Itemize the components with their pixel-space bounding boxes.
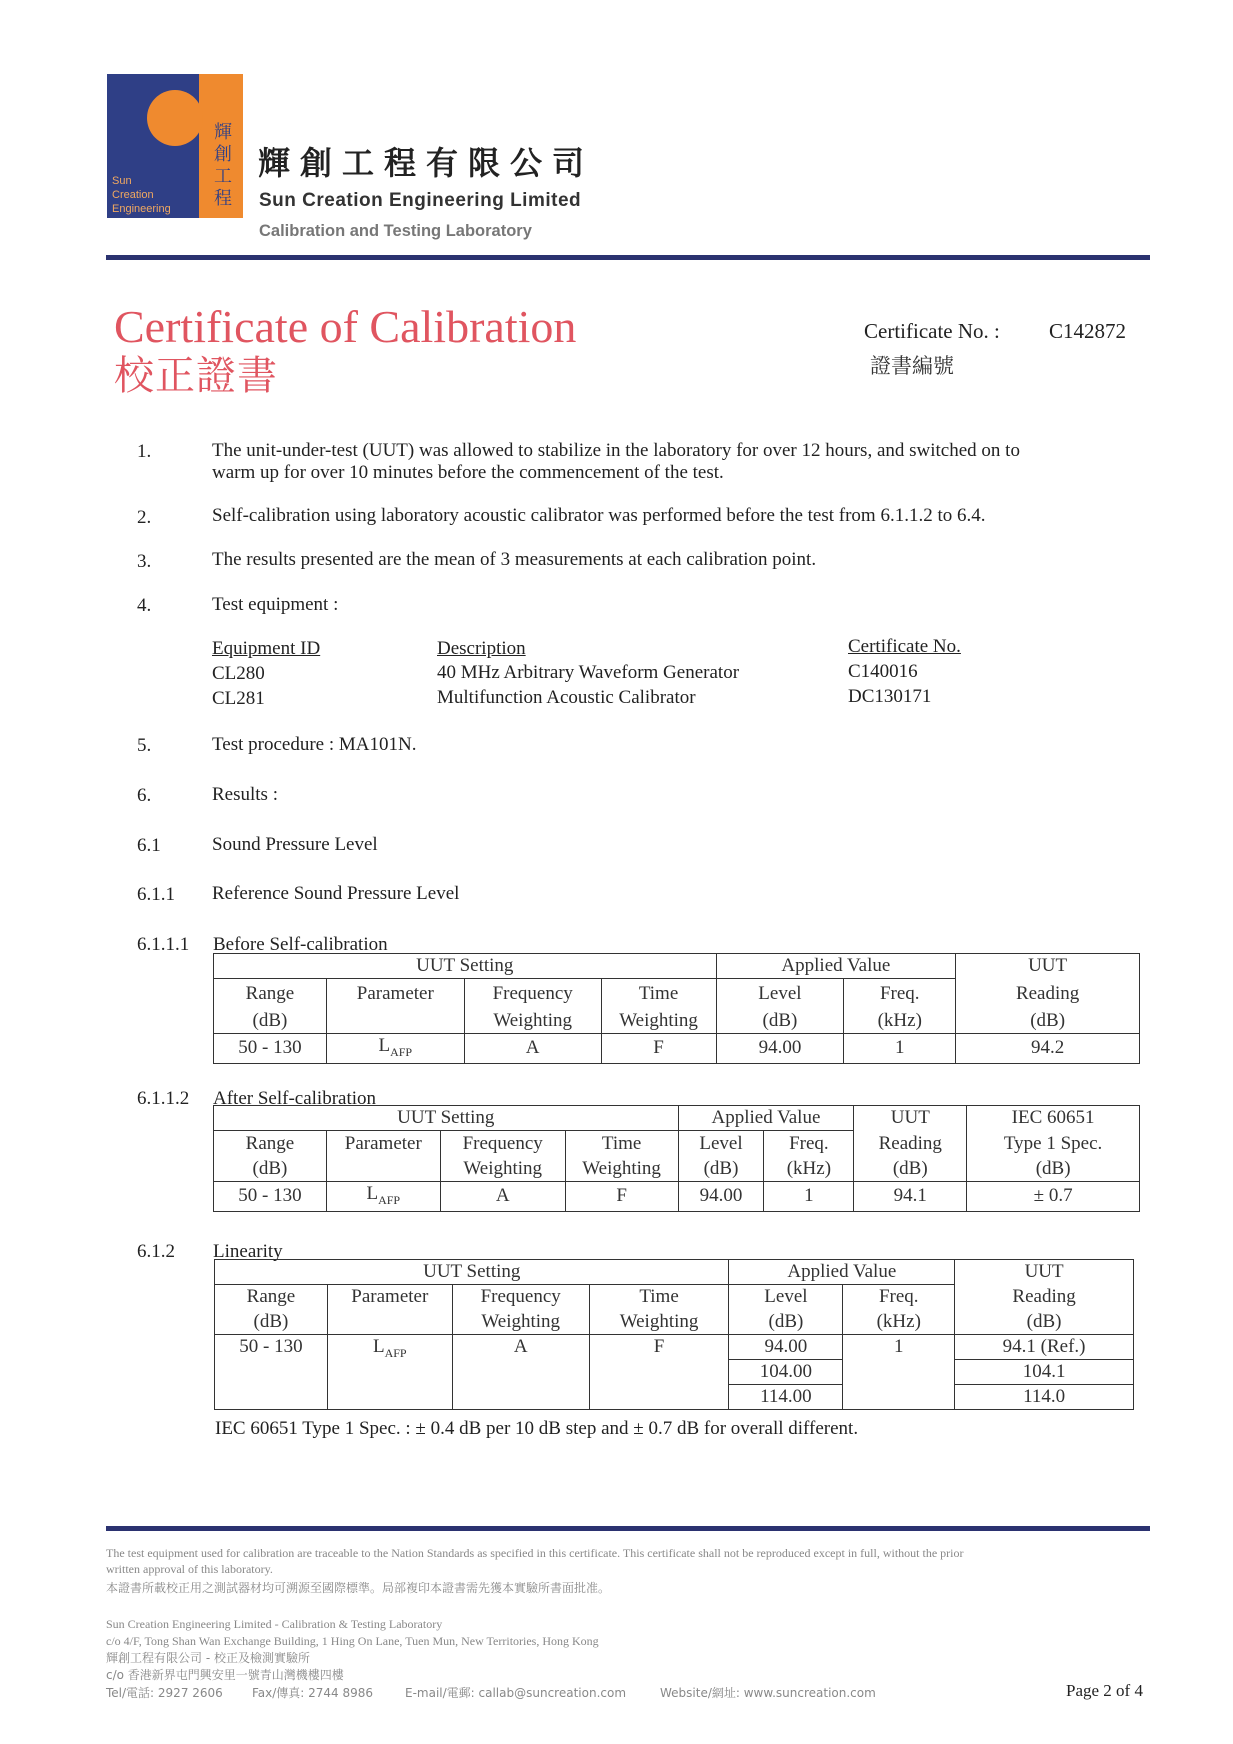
item-number: 5. [137,735,152,756]
footer-address-line: 輝創工程有限公司 - 校正及檢測實驗所 [106,1651,310,1665]
time-header: Time [601,979,716,1009]
unit-db: (dB) [854,1157,967,1182]
item-number: 2. [137,507,152,528]
parameter-value [326,1033,464,1064]
range-header: Range [214,979,327,1009]
weighting-header: Weighting [589,1310,729,1335]
empty-cell [326,1009,464,1034]
logo-char: 創 [214,144,232,165]
cert-no-label: Certificate No. : [864,319,1000,343]
unit-db: (dB) [729,1310,843,1335]
freq-header: Freq. [843,1285,955,1310]
parameter-symbol: L [372,1335,385,1357]
section-number: 6.1.1.2 [137,1088,190,1109]
level-value: 104.00 [729,1359,843,1384]
reading-value: 114.0 [955,1384,1134,1409]
footer-address-line: c/o 香港新界屯門興安里一號青山灣機樓四樓 [106,1668,344,1682]
frequency-header: Frequency [440,1131,565,1157]
footer-email: E-mail/電郵: callab@suncreation.com [405,1686,627,1700]
equipment-id: CL280 [212,663,265,684]
spec-note: IEC 60651 Type 1 Spec. : ± 0.4 dB per 10 dB step and ± 0.7 dB for overall different. [215,1418,859,1439]
unit-db: (dB) [678,1157,764,1182]
unit-db: (dB) [716,1009,844,1034]
empty-cell [326,1157,440,1182]
before-self-calibration-table [213,953,1140,1064]
item-text: Test procedure : MA101N. [212,734,417,755]
item-text: Results : [212,784,278,805]
unit-khz: (kHz) [844,1009,956,1034]
company-name-cn: 輝創工程有限公司 [258,144,595,182]
time-weighting-value: F [565,1181,678,1212]
cert-no-label-cn: 證書編號 [870,354,954,378]
lab-name: Calibration and Testing Laboratory [259,222,532,240]
section-number: 6.1.2 [137,1241,175,1262]
parameter-header: Parameter [327,1285,452,1310]
logo-text-en [112,174,171,216]
certificate-title-cn: 校正證書 [114,353,278,399]
logo-char: 程 [214,188,232,209]
level-value: 114.00 [729,1384,843,1409]
equipment-description: Multifunction Acoustic Calibrator [437,687,696,708]
type1-spec-header: Type 1 Spec. [967,1131,1140,1157]
logo-word: Engineering [112,203,171,215]
parameter-symbol: L [366,1182,379,1204]
parameter-header: Parameter [326,1131,440,1157]
item-text: warm up for over 10 minutes before the commencement of the test. [212,462,724,483]
footer-approval: written approval of this laboratory. [106,1562,273,1576]
frequency-weighting-value: A [452,1334,589,1409]
item-text: The results presented are the mean of 3 measurements at each calibration point. [212,549,817,570]
range-value: 50 - 130 [214,1181,327,1212]
parameter-value [327,1334,452,1409]
uut-header: UUT [956,954,1140,979]
footer-website: Website/網址: www.suncreation.com [660,1686,876,1700]
unit-db: (dB) [956,1009,1140,1034]
parameter-subscript: AFP [384,1345,407,1360]
equipment-id: CL281 [212,688,265,709]
logo-word: Creation [112,189,154,201]
iec-header: IEC 60651 [967,1106,1140,1131]
frequency-header: Frequency [464,979,601,1009]
reading-header: Reading [955,1285,1134,1310]
footer-address-line: c/o 4/F, Tong Shan Wan Exchange Building, 1 Hing On Lane, Tuen Mun, New Territories, Hong Kong [106,1634,599,1648]
footer-traceability-cn: 本證書所載校正用之測試器材均可溯源至國際標準。局部複印本證書需先獲本實驗所書面批准。 [106,1581,611,1595]
level-header: Level [716,979,844,1009]
unit-khz: (kHz) [843,1310,955,1335]
section-number: 6.1 [137,835,161,856]
level-value: 94.00 [678,1181,764,1212]
applied-value-header: Applied Value [678,1106,854,1131]
page-number: Page 2 of 4 [1066,1681,1143,1700]
level-value: 94.00 [729,1334,843,1359]
reading-header: Reading [956,979,1140,1009]
frequency-header: Frequency [452,1285,589,1310]
section-title: Before Self-calibration [213,934,388,955]
reading-value: 104.1 [955,1359,1134,1384]
freq-value: 1 [843,1334,955,1409]
range-value: 50 - 130 [215,1334,328,1409]
equipment-cert-no: C140016 [848,661,918,682]
frequency-weighting-value: A [464,1033,601,1064]
after-self-calibration-table [213,1105,1140,1212]
item-number: 1. [137,441,152,462]
spec-value: ± 0.7 [967,1181,1140,1212]
time-header: Time [565,1131,678,1157]
logo-char: 輝 [214,122,232,143]
section-number: 6.1.1 [137,884,175,905]
freq-value: 1 [844,1033,956,1064]
weighting-header: Weighting [464,1009,601,1034]
unit-db: (dB) [967,1157,1140,1182]
item-text: Test equipment : [212,594,339,615]
company-logo [107,74,243,218]
linearity-table [214,1259,1134,1410]
unit-db: (dB) [215,1310,328,1335]
company-name-en: Sun Creation Engineering Limited [259,190,582,211]
reading-value: 94.2 [956,1033,1140,1064]
cert-no-value: C142872 [1049,319,1127,343]
section-title: Sound Pressure Level [212,834,378,855]
freq-value: 1 [764,1181,854,1212]
uut-setting-header: UUT Setting [214,1106,679,1131]
range-header: Range [215,1285,328,1310]
uut-setting-header: UUT Setting [215,1260,729,1285]
header-divider [106,255,1150,260]
time-header: Time [589,1285,729,1310]
item-text: Self-calibration using laboratory acoustic calibrator was performed before the test from 6.1.1.2 to 6.4. [212,505,986,526]
item-number: 3. [137,551,152,572]
section-number: 6.1.1.1 [137,934,190,955]
weighting-header: Weighting [565,1157,678,1182]
unit-khz: (kHz) [764,1157,854,1182]
reading-value: 94.1 [854,1181,967,1212]
section-title: Reference Sound Pressure Level [212,883,460,904]
equipment-header: Equipment ID [212,638,321,659]
reading-value: 94.1 (Ref.) [955,1334,1134,1359]
footer-address-line: Sun Creation Engineering Limited - Calibration & Testing Laboratory [106,1617,443,1631]
uut-header: UUT [854,1106,967,1131]
uut-setting-header: UUT Setting [214,954,717,979]
equipment-header: Certificate No. [848,636,961,657]
equipment-header: Description [437,638,526,659]
unit-db: (dB) [214,1009,327,1034]
logo-text-cn [210,122,236,210]
equipment-description: 40 MHz Arbitrary Waveform Generator [437,662,740,683]
parameter-symbol: L [378,1034,391,1056]
parameter-subscript: AFP [378,1192,401,1207]
certificate-title: Certificate of Calibration [114,301,577,352]
section-title: Linearity [213,1241,283,1262]
item-number: 6. [137,785,152,806]
weighting-header: Weighting [440,1157,565,1182]
applied-value-header: Applied Value [729,1260,955,1285]
footer-traceability: The test equipment used for calibration are traceable to the Nation Standards as specified in this certificate. This certificate shall not be reproduced except in full, without the prior [106,1546,964,1560]
frequency-weighting-value: A [440,1181,565,1212]
range-value: 50 - 130 [214,1033,327,1064]
level-header: Level [729,1285,843,1310]
freq-header: Freq. [844,979,956,1009]
weighting-header: Weighting [601,1009,716,1034]
parameter-header: Parameter [326,979,464,1009]
section-title: After Self-calibration [213,1088,377,1109]
logo-word: Sun [112,175,132,187]
footer-telephone: Tel/電話: 2927 2606 [106,1686,223,1700]
parameter-value [326,1181,440,1212]
logo-char: 工 [214,166,232,187]
range-header: Range [214,1131,327,1157]
uut-header: UUT [955,1260,1134,1285]
empty-cell [327,1310,452,1335]
level-value: 94.00 [716,1033,844,1064]
freq-header: Freq. [764,1131,854,1157]
time-weighting-value: F [601,1033,716,1064]
parameter-subscript: AFP [390,1044,413,1059]
footer-fax: Fax/傳真: 2744 8986 [252,1686,374,1700]
applied-value-header: Applied Value [716,954,956,979]
equipment-cert-no: DC130171 [848,686,932,707]
level-header: Level [678,1131,764,1157]
unit-db: (dB) [214,1157,327,1182]
item-text: The unit-under-test (UUT) was allowed to stabilize in the laboratory for over 12 hours, and switched on to [212,440,1020,461]
time-weighting-value: F [589,1334,729,1409]
unit-db: (dB) [955,1310,1134,1335]
item-number: 4. [137,595,152,616]
reading-header: Reading [854,1131,967,1157]
footer-divider [106,1526,1150,1531]
weighting-header: Weighting [452,1310,589,1335]
